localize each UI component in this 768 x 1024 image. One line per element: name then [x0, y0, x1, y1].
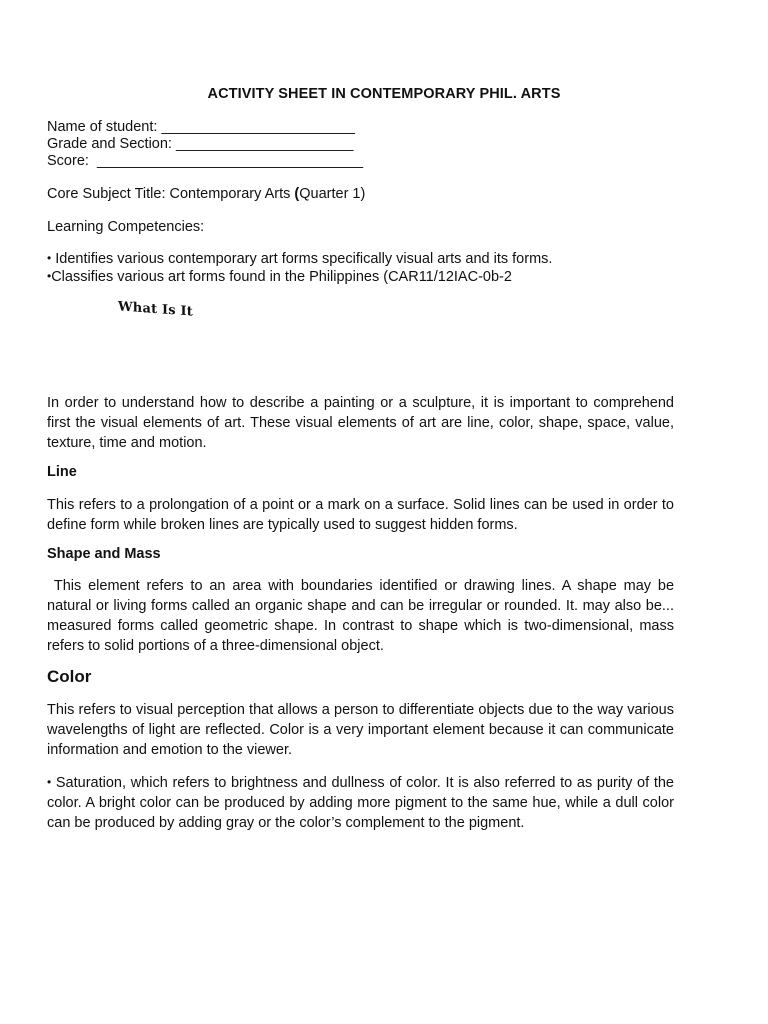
line-paragraph: This refers to a prolongation of a point or a mark on a surface. Solid lines can be used in order to define form while broken lines are typically used to suggest hidden forms. [47, 497, 674, 533]
score-field: Score: _________________________________ [47, 153, 364, 169]
core-subject-label: Core Subject Title: Contemporary Arts [47, 186, 295, 202]
color-heading: Color [47, 667, 92, 686]
competency-text: Identifies various contemporary art forms specifically visual arts and its forms. [51, 251, 553, 267]
grade-and-section-field: Grade and Section: ______________________ [47, 136, 354, 152]
shape-and-mass-paragraph: This element refers to an area with boundaries identified or drawing lines. A shape may be natural or living forms called an organic shape and can be irregular or rounded. It. may also be... measured forms called geometric shape. In contrast to shape which is two-dimensional, mass refers to solid portions of a three-dimensional object. [47, 578, 679, 654]
name-of-student-field: Name of student: ________________________ [47, 119, 355, 135]
learning-competencies-label: Learning Competencies: [47, 219, 205, 235]
core-subject-paren: ( [294, 186, 300, 202]
shape-and-mass-heading: Shape and Mass [47, 546, 161, 562]
what-is-it-wordart: What Is It [118, 299, 194, 320]
core-subject-quarter: Quarter 1) [299, 186, 366, 202]
saturation-paragraph [47, 772, 674, 833]
document-title: ACTIVITY SHEET IN CONTEMPORARY PHIL. ARTS [207, 86, 561, 102]
color-paragraph: This refers to visual perception that allows a person to differentiate objects due to the way various wavelengths of light are reflected. Color is a very important element because it can communicate information and emotion to the viewer. [47, 702, 674, 758]
line-heading: Line [47, 464, 77, 480]
competency-item [47, 250, 552, 268]
saturation-text: Saturation, which refers to brightness and dullness of color. It is also referred to as purity of the color. A bright color can be produced by adding more pigment to the same hue, while a dull color can be produced by adding gray or the color’s complement to the pigment. [47, 775, 674, 831]
bullet-icon: • [47, 775, 52, 789]
intro-paragraph: In order to understand how to describe a painting or a sculpture, it is important to comprehend first the visual elements of art. These visual elements of art are line, color, shape, space, value, texture, time and motion. [47, 395, 674, 451]
bullet-icon: • [47, 269, 52, 283]
bullet-icon: • [47, 251, 52, 265]
competency-text: Classifies various art forms found in the Philippines (CAR11/12IAC-0b-2 [51, 269, 512, 285]
competency-item [47, 268, 512, 286]
core-subject-title [47, 186, 365, 203]
